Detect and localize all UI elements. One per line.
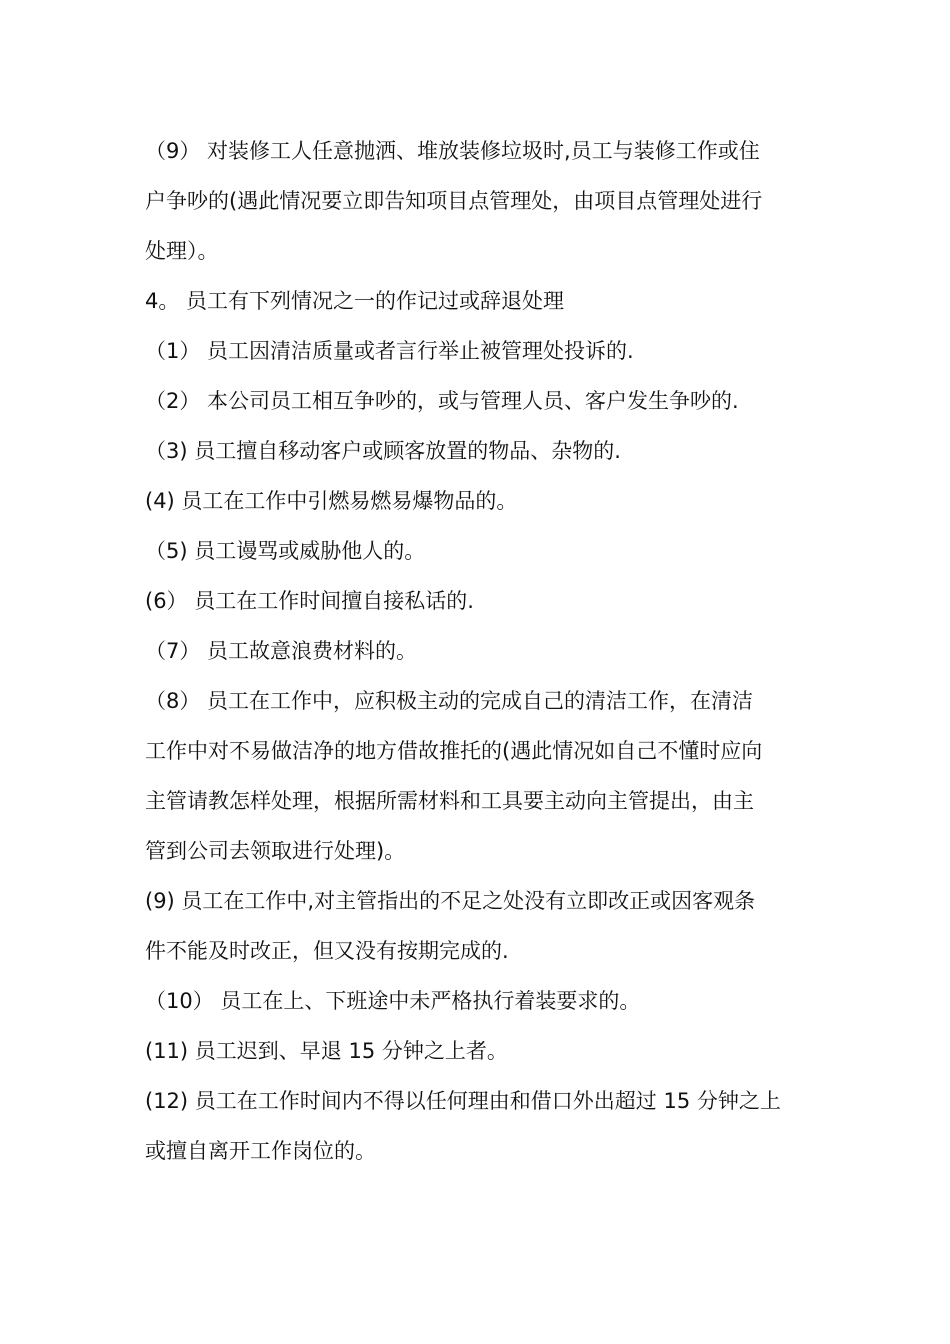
text-line: 工作中对不易做洁净的地方借故推托的(遇此情况如自己不懂时应向 bbox=[145, 739, 763, 763]
text-line: (11) 员工迟到、早退 15 分钟之上者。 bbox=[145, 1039, 508, 1063]
text-line: （10） 员工在上、下班途中未严格执行着装要求的。 bbox=[145, 989, 641, 1013]
text-line: （9） 对装修工人任意抛洒、堆放装修垃圾时,员工与装修工作或住 bbox=[145, 139, 760, 163]
text-line: (9) 员工在工作中,对主管指出的不足之处没有立即改正或因客观条 bbox=[145, 889, 756, 913]
text-line: （7） 员工故意浪费材料的。 bbox=[145, 639, 418, 663]
text-line: 处理）。 bbox=[145, 239, 219, 263]
text-line: （3) 员工擅自移动客户或顾客放置的物品、杂物的. bbox=[145, 439, 621, 463]
text-line: (12) 员工在工作时间内不得以任何理由和借口外出超过 15 分钟之上 bbox=[145, 1089, 781, 1113]
text-line: 户争吵的(遇此情况要立即告知项目点管理处，由项目点管理处进行 bbox=[145, 189, 763, 213]
document-body bbox=[145, 126, 815, 1176]
text-line: （8） 员工在工作中，应积极主动的完成自己的清洁工作，在清洁 bbox=[145, 689, 754, 713]
text-line: (4) 员工在工作中引燃易燃易爆物品的。 bbox=[145, 489, 518, 513]
text-line: 主管请教怎样处理，根据所需材料和工具要主动向主管提出，由主 bbox=[145, 789, 754, 813]
text-line: 或擅自离开工作岗位的。 bbox=[145, 1139, 376, 1163]
text-line: 件不能及时改正，但又没有按期完成的. bbox=[145, 939, 509, 963]
text-line: (6） 员工在工作时间擅自接私话的. bbox=[145, 589, 474, 613]
section-heading: 4。 员工有下列情况之一的作记过或辞退处理 bbox=[145, 289, 565, 313]
text-line: （2） 本公司员工相互争吵的，或与管理人员、客户发生争吵的. bbox=[145, 389, 739, 413]
text-line: （5) 员工谩骂或威胁他人的。 bbox=[145, 539, 426, 563]
text-line: （1） 员工因清洁质量或者言行举止被管理处投诉的. bbox=[145, 339, 634, 363]
text-line: 管到公司去领取进行处理)。 bbox=[145, 839, 406, 863]
